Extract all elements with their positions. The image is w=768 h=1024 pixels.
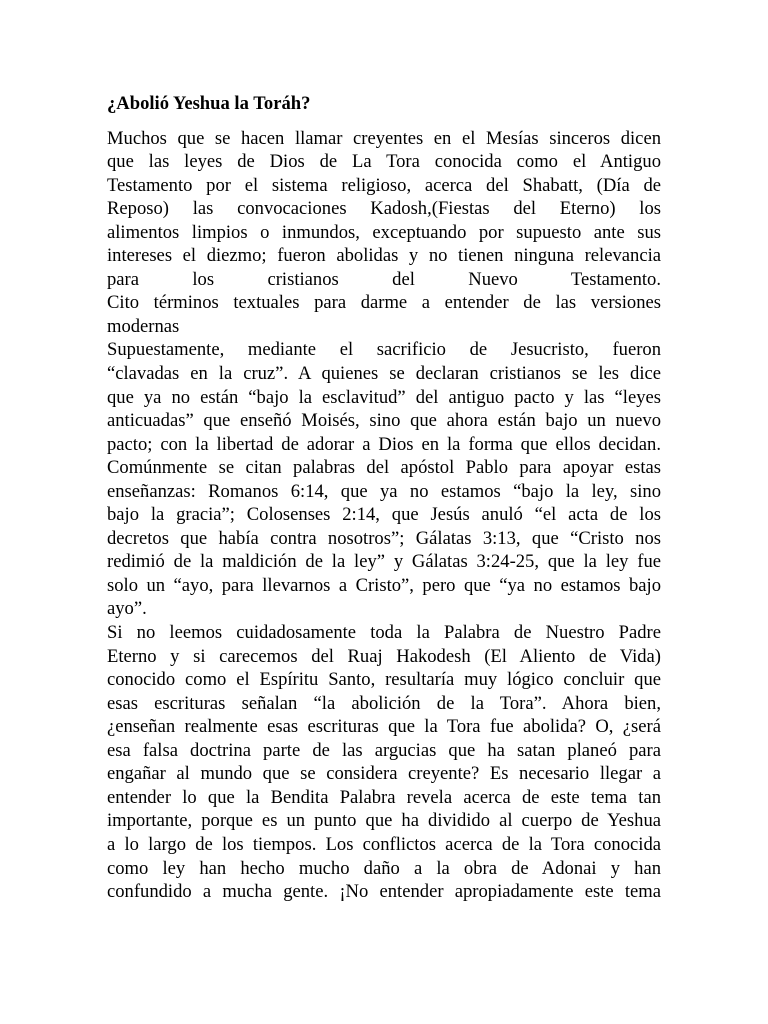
text-line: Supuestamente, mediante el sacrificio de Jesucristo, fueron bbox=[107, 339, 661, 361]
text-line: Si no leemos cuidadosamente toda la Palabra de Nuestro Padre bbox=[107, 622, 661, 644]
text-line: modernas bbox=[107, 315, 180, 337]
text-line: alimentos limpios o inmundos, exceptuando por supuesto ante sus bbox=[107, 221, 661, 243]
text-line: que ya no están “bajo la esclavitud” del antiguo pacto y las “leyes bbox=[107, 386, 661, 408]
text-line: Eterno y si carecemos del Ruaj Hakodesh (El Aliento de Vida) bbox=[107, 645, 661, 667]
text-line: intereses el diezmo; fueron abolidas y no tienen ninguna relevancia bbox=[107, 245, 661, 267]
text-line: enseñanzas: Romanos 6:14, que ya no estamos “bajo la ley, sino bbox=[107, 480, 661, 502]
text-line: como ley han hecho mucho daño a la obra de Adonai y han bbox=[107, 857, 661, 879]
text-line: a lo largo de los tiempos. Los conflictos acerca de la Tora conocida bbox=[107, 833, 661, 855]
text-line: redimió de la maldición de la ley” y Gálatas 3:24-25, que la ley fue bbox=[107, 551, 661, 573]
text-line: que las leyes de Dios de La Tora conocida como el Antiguo bbox=[107, 151, 661, 173]
text-line: confundido a mucha gente. ¡No entender apropiadamente este tema bbox=[107, 881, 661, 903]
paragraph-2 bbox=[107, 338, 661, 621]
paragraph-1 bbox=[107, 127, 661, 339]
text-line: anticuadas” que enseñó Moisés, sino que ahora están bajo un nuevo bbox=[107, 410, 661, 432]
text-line: Cito términos textuales para darme a entender de las versiones bbox=[107, 292, 661, 314]
paragraph-3 bbox=[107, 621, 661, 904]
document-body bbox=[107, 92, 661, 904]
text-line: bajo la gracia”; Colosenses 2:14, que Jesús anuló “el acta de los bbox=[107, 504, 661, 526]
text-line: engañar al mundo que se considera creyente? Es necesario llegar a bbox=[107, 763, 661, 785]
text-line: importante, porque es un punto que ha dividido al cuerpo de Yeshua bbox=[107, 810, 661, 832]
text-line: ¿enseñan realmente esas escrituras que la Tora fue abolida? O, ¿será bbox=[107, 716, 661, 738]
text-line: entender lo que la Bendita Palabra revela acerca de este tema tan bbox=[107, 786, 661, 808]
text-line: “clavadas en la cruz”. A quienes se declaran cristianos se les dice bbox=[107, 363, 661, 385]
text-line: decretos que había contra nosotros”; Gálatas 3:13, que “Cristo nos bbox=[107, 527, 661, 549]
text-line: ayo”. bbox=[107, 598, 147, 620]
text-line: Reposo) las convocaciones Kadosh,(Fiestas del Eterno) los bbox=[107, 198, 661, 220]
text-line: pacto; con la libertad de adorar a Dios en la forma que ellos decidan. bbox=[107, 433, 661, 455]
text-line: Muchos que se hacen llamar creyentes en el Mesías sinceros dicen bbox=[107, 127, 661, 149]
text-line: esa falsa doctrina parte de las argucias que ha satan planeó para bbox=[107, 739, 661, 761]
text-line: solo un “ayo, para llevarnos a Cristo”, pero que “ya no estamos bajo bbox=[107, 574, 661, 596]
text-line: Comúnmente se citan palabras del apóstol Pablo para apoyar estas bbox=[107, 457, 661, 479]
text-line: esas escrituras señalan “la abolición de la Tora”. Ahora bien, bbox=[107, 692, 661, 714]
document-title: ¿Abolió Yeshua la Toráh? bbox=[107, 93, 311, 114]
text-line: para los cristianos del Nuevo Testamento. bbox=[107, 268, 661, 290]
text-line: Testamento por el sistema religioso, acerca del Shabatt, (Día de bbox=[107, 174, 661, 196]
text-line: conocido como el Espíritu Santo, resultaría muy lógico concluir que bbox=[107, 669, 661, 691]
